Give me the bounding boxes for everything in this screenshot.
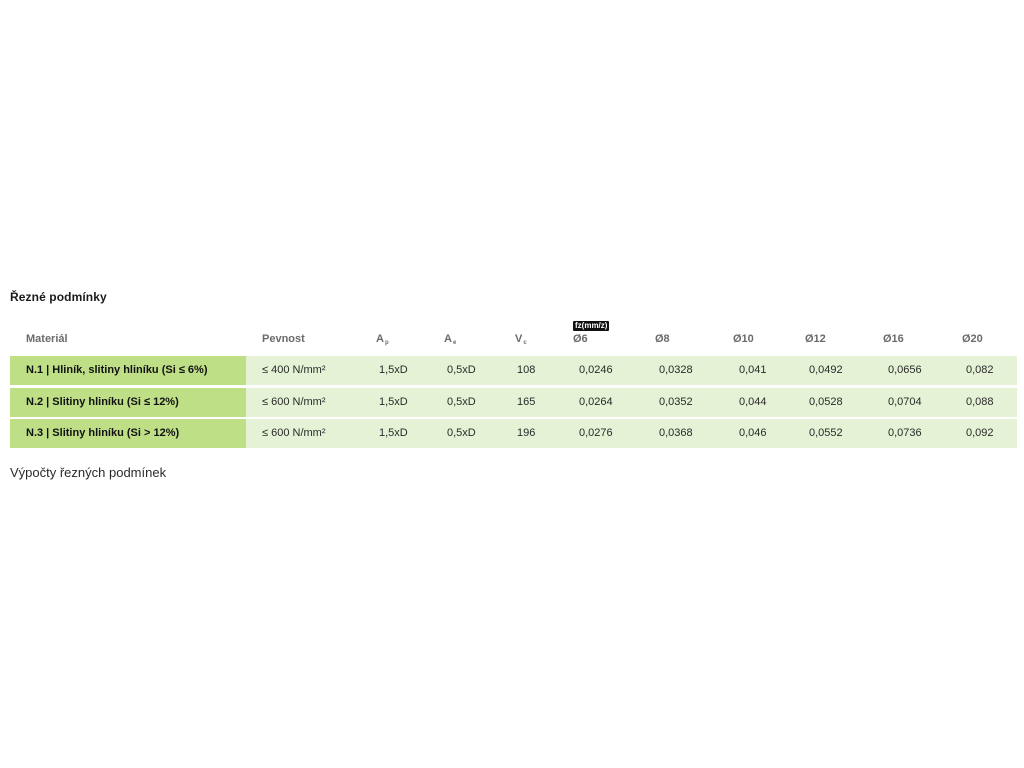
material-label: N.2 | Slitiny hliníku (Si ≤ 12%) (26, 396, 179, 408)
header-vc-main: V (515, 333, 523, 345)
header-d12: Ø12 (805, 333, 826, 345)
vc-cell: 196 (517, 427, 536, 439)
header-ae-main: A (444, 333, 452, 345)
ap-cell: 1,5xD (379, 396, 408, 408)
header-ae-sub: e (452, 340, 457, 346)
fz-label-badge: fz(mm/z) (575, 321, 608, 330)
ae-cell: 0,5xD (447, 396, 476, 408)
material-cell (10, 419, 246, 448)
header-d8: Ø8 (655, 333, 670, 345)
d20-cell: 0,088 (966, 396, 994, 408)
header-ap (376, 333, 389, 346)
strength-cell: ≤ 400 N/mm² (262, 364, 326, 376)
material-label: N.1 | Hliník, slitiny hliníku (Si ≤ 6%) (26, 364, 208, 376)
d10-cell: 0,044 (739, 396, 767, 408)
d6-cell: 0,0264 (579, 396, 613, 408)
section-title: Řezné podmínky (10, 290, 107, 304)
d20-cell: 0,092 (966, 427, 994, 439)
header-material: Materiál (26, 333, 68, 345)
table-header-row (10, 331, 1017, 351)
header-ae (444, 333, 456, 346)
material-cell (10, 388, 246, 417)
d12-cell: 0,0492 (809, 364, 843, 376)
header-d6: Ø6 (573, 333, 588, 345)
d8-cell: 0,0368 (659, 427, 693, 439)
vc-cell: 165 (517, 396, 536, 408)
vc-cell: 108 (517, 364, 536, 376)
header-ap-sub: p (384, 340, 389, 346)
material-cell (10, 356, 246, 385)
d20-cell: 0,082 (966, 364, 994, 376)
header-strength: Pevnost (262, 333, 305, 345)
table-caption: Výpočty řezných podmínek (10, 465, 167, 480)
strength-cell: ≤ 600 N/mm² (262, 427, 326, 439)
header-d16: Ø16 (883, 333, 904, 345)
header-d10: Ø10 (733, 333, 754, 345)
material-label: N.3 | Slitiny hliníku (Si > 12%) (26, 427, 180, 439)
d16-cell: 0,0656 (888, 364, 922, 376)
ae-cell: 0,5xD (447, 364, 476, 376)
d8-cell: 0,0328 (659, 364, 693, 376)
table-row (10, 356, 1017, 385)
d6-cell: 0,0246 (579, 364, 613, 376)
ae-cell: 0,5xD (447, 427, 476, 439)
header-d20: Ø20 (962, 333, 983, 345)
header-vc (515, 333, 527, 346)
d6-cell: 0,0276 (579, 427, 613, 439)
strength-cell: ≤ 600 N/mm² (262, 396, 326, 408)
d12-cell: 0,0528 (809, 396, 843, 408)
d16-cell: 0,0704 (888, 396, 922, 408)
d16-cell: 0,0736 (888, 427, 922, 439)
d8-cell: 0,0352 (659, 396, 693, 408)
d10-cell: 0,041 (739, 364, 767, 376)
d10-cell: 0,046 (739, 427, 767, 439)
ap-cell: 1,5xD (379, 427, 408, 439)
ap-cell: 1,5xD (379, 364, 408, 376)
table-row (10, 419, 1017, 448)
header-ap-main: A (376, 333, 384, 345)
d12-cell: 0,0552 (809, 427, 843, 439)
header-vc-sub: c (523, 340, 527, 346)
table-row (10, 388, 1017, 417)
